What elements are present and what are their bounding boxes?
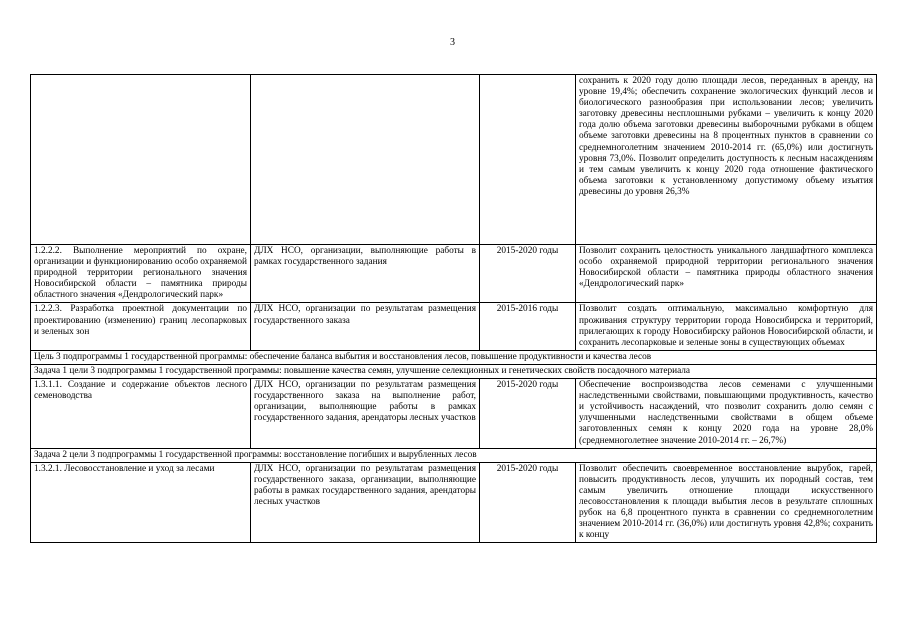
section-heading: Цель 3 подпрограммы 1 государственной программы: обеспечение баланса выбытия и восстановления лесов, повышение продуктивности и качества лесов (31, 350, 877, 364)
period-cell: 2015-2020 годы (480, 379, 576, 449)
section-heading-row (31, 448, 877, 462)
table-row (31, 303, 877, 350)
table-row (31, 245, 877, 303)
executors-cell: ДЛХ НСО, организации по результатам размещения государственного заказа (251, 303, 480, 350)
period-cell: 2015-2020 годы (480, 462, 576, 543)
period-cell (480, 75, 576, 245)
result-cell: Позволит сохранить целостность уникального ландшафтного комплекса особо охраняемой природной территории регионального значения Новосибирской области – памятника природы областного значения «Дендрологический парк» (576, 245, 877, 303)
result-cell: Обеспечение воспроизводства лесов семенами с улучшенными наследственными свойствами, повышающими продуктивность, качество и устойчивость насаждений, что позволит сохранить долю семян с улучшенными наследственными свойствами в общем объеме заготовленных семян к концу 2020 года на уровне 28,0% (среднемноголетнее значение 2010-2014 гг. – 26,7%) (576, 379, 877, 449)
executors-cell: ДЛХ НСО, организации по результатам размещения государственного заказа на выполнение работ, организации, выполняющие работы в рамках государственного задания, арендаторы лесных участков (251, 379, 480, 449)
executors-cell: ДЛХ НСО, организации, выполняющие работы в рамках государственного задания (251, 245, 480, 303)
result-cell: сохранить к 2020 году долю площади лесов, переданных в аренду, на уровне 19,4%; обеспечить сохранение экологических функций лесов и биологического разнообразия при использовании лесов; увеличить заготовку древесины несплошными рубками – увеличить к концу 2020 года долю объема заготовки древесины выборочными рубками в общем объеме заготовки древесины на 8 процентных пунктов в сравнении со среднемноголетним значением 2010-2014 гг. (65,0%) или достигнуть уровня 73,0%. Позволит определить доступность к лесным насаждениям и тем самым увеличить к концу 2020 года отношение фактического объема заготовки к установленному допустимому объему изъятия древесины до уровня 26,3% (576, 75, 877, 245)
period-cell: 2015-2016 годы (480, 303, 576, 350)
activity-cell: 1.2.2.2. Выполнение мероприятий по охране, организации и функционированию особо охраняемой природной территории регионального значения Новосибирской области – памятника природы областного значения «Дендрологический парк» (31, 245, 251, 303)
section-heading-row (31, 364, 877, 378)
section-heading-row (31, 350, 877, 364)
result-cell: Позволит обеспечить своевременное восстановление вырубок, гарей, повысить продуктивность лесов, улучшить их породный состав, тем самым увеличить отношение площади искусственного лесовосстановления к площади выбытия лесов в результате сплошных рубок на 6,8 процентного пункта в сравнении со среднемноголетним значением 2010-2014 гг. (36,0%) или достигнуть уровня 42,8%; сохранить к концу (576, 462, 877, 543)
table-row (31, 75, 877, 245)
table-row (31, 462, 877, 543)
measures-table (30, 74, 877, 543)
executors-cell: ДЛХ НСО, организации по результатам размещения государственного заказа, организации, выполняющие работы в рамках государственного задания, арендаторы лесных участков (251, 462, 480, 543)
section-heading: Задача 2 цели 3 подпрограммы 1 государственной программы: восстановление погибших и вырубленных лесов (31, 448, 877, 462)
activity-cell: 1.3.2.1. Лесовосстановление и уход за лесами (31, 462, 251, 543)
page-number: 3 (450, 37, 455, 48)
period-cell: 2015-2020 годы (480, 245, 576, 303)
section-heading: Задача 1 цели 3 подпрограммы 1 государственной программы: повышение качества семян, улучшение селекционных и генетических свойств посадочного материала (31, 364, 877, 378)
activity-cell (31, 75, 251, 245)
result-cell: Позволит создать оптимальную, максимально комфортную для проживания структуру территории города Новосибирска и территорий, прилегающих к городу Новосибирску районов Новосибирской области, и сохранить лесопарковые и зеленые зоны в существующих объемах (576, 303, 877, 350)
activity-cell: 1.3.1.1. Создание и содержание объектов лесного семеноводства (31, 379, 251, 449)
activity-cell: 1.2.2.3. Разработка проектной документации по проектированию (изменению) границ лесопарковых и зеленых зон (31, 303, 251, 350)
executors-cell (251, 75, 480, 245)
table-row (31, 379, 877, 449)
